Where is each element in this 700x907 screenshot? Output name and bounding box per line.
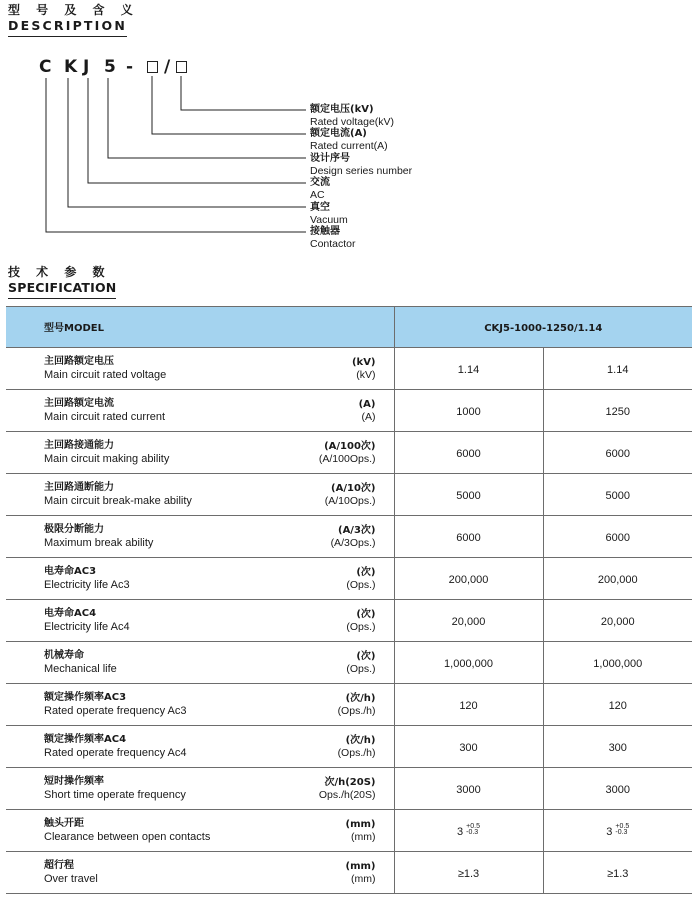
specification-title-en: SPECIFICATION (8, 280, 117, 295)
param-unit-en: (A/3Ops.) (330, 536, 376, 549)
param-name-cell (6, 474, 286, 516)
leader-line-vacuum (68, 78, 306, 207)
param-unit-en: (mm) (351, 872, 376, 885)
param-name-en: Mechanical life (44, 663, 117, 675)
label-contactor-cn: 接触器 (310, 226, 340, 237)
param-unit-en: (Ops./h) (337, 704, 376, 717)
specification-section-title (8, 266, 116, 299)
param-unit-en: (Ops.) (346, 578, 376, 591)
value-1250a-cell (543, 684, 692, 726)
leader-line-current (152, 76, 306, 134)
label-ac-en: AC (310, 189, 325, 201)
param-unit-en: (Ops.) (346, 662, 376, 675)
param-name-cn: 主回路接通能力 (44, 440, 114, 451)
value-1000a-cell (394, 558, 543, 600)
param-name-cell (6, 810, 286, 852)
param-name-en: Electricity life Ac3 (44, 579, 130, 591)
value-1250a: 1,000,000 (593, 657, 643, 670)
param-unit-en: (A) (361, 410, 376, 423)
table-row (6, 768, 692, 810)
leader-line-design (108, 78, 306, 158)
label-design-series-cn: 设计序号 (310, 153, 350, 164)
value-1250a-cell (543, 474, 692, 516)
param-name-cell (6, 558, 286, 600)
param-name-cn: 额定操作频率AC4 (44, 734, 127, 745)
table-row (6, 810, 692, 852)
description-title-en: DESCRIPTION (8, 18, 127, 33)
label-rated-voltage-en: Rated voltage(kV) (310, 116, 395, 128)
param-unit-cn: (次) (356, 608, 376, 620)
value-1250a: 6000 (605, 447, 630, 460)
param-unit-cell (286, 642, 394, 684)
value-1000a-tolerance (466, 824, 480, 836)
param-name-cell (6, 726, 286, 768)
param-name-cell (6, 684, 286, 726)
value-1000a-tol-lower: -0.3 (466, 829, 479, 837)
value-1000a: 1.14 (457, 363, 480, 376)
value-1000a: 5000 (456, 489, 481, 502)
param-name-cn: 超行程 (44, 860, 74, 871)
param-name-cell (6, 852, 286, 894)
value-1250a: 120 (608, 699, 627, 712)
value-1250a-cell (543, 726, 692, 768)
param-unit-cell (286, 390, 394, 432)
value-1000a: 6000 (456, 447, 481, 460)
param-name-cell (6, 432, 286, 474)
table-header-row (6, 307, 692, 348)
value-1000a-cell (394, 474, 543, 516)
value-1250a-cell (543, 600, 692, 642)
param-name-en: Clearance between open contacts (44, 831, 211, 843)
param-unit-cn: (A/3次) (338, 524, 376, 536)
param-name-cell (6, 390, 286, 432)
leader-line-ac (88, 78, 306, 183)
value-1000a-cell (394, 768, 543, 810)
param-unit-cn: 次/h(20S) (324, 776, 376, 788)
table-row (6, 642, 692, 684)
param-name-cn: 电寿命AC4 (44, 608, 97, 619)
value-1250a-cell (543, 390, 692, 432)
value-1000a-cell (394, 348, 543, 390)
param-name-cn: 触头开距 (44, 818, 84, 829)
param-name-en: Main circuit rated voltage (44, 369, 167, 381)
param-unit-cn: (次/h) (345, 692, 376, 704)
param-unit-cell (286, 558, 394, 600)
param-unit-cell (286, 600, 394, 642)
param-unit-cn: (A) (358, 398, 376, 410)
value-1000a: 3000 (456, 783, 481, 796)
value-1250a: 300 (608, 741, 627, 754)
value-1250a: ≥1.3 (607, 867, 629, 880)
value-1000a-cell (394, 642, 543, 684)
param-unit-en: (Ops.) (346, 620, 376, 633)
label-rated-current-en: Rated current(A) (310, 140, 388, 152)
label-design-series-en: Design series number (310, 165, 413, 177)
header-model-value: CKJ5-1000-1250/1.14 (484, 323, 603, 334)
header-model-cell (6, 307, 394, 348)
label-rated-current-cn: 额定电流(A) (310, 128, 367, 139)
param-unit-cn: (次) (356, 566, 376, 578)
value-1250a-cell (543, 768, 692, 810)
table-row (6, 474, 692, 516)
value-1000a-cell (394, 810, 543, 852)
table-row (6, 432, 692, 474)
param-unit-cn: (A/100次) (324, 440, 376, 452)
header-model-en: MODEL (64, 323, 104, 334)
leader-line-voltage (181, 76, 306, 110)
param-name-cn: 主回路额定电压 (44, 356, 114, 367)
param-unit-cn: (次/h) (345, 734, 376, 746)
param-name-en: Main circuit break-make ability (44, 495, 192, 507)
label-contactor-en: Contactor (310, 238, 356, 250)
label-vacuum-cn: 真空 (310, 202, 330, 213)
value-1250a-cell (543, 642, 692, 684)
table-row (6, 348, 692, 390)
model-code-char-c: C (39, 57, 52, 77)
value-1000a: 120 (459, 699, 478, 712)
param-name-en: Short time operate frequency (44, 789, 186, 801)
model-code-char-5: 5 (104, 57, 116, 77)
param-name-en: Electricity life Ac4 (44, 621, 130, 633)
param-name-en: Rated operate frequency Ac4 (44, 747, 187, 759)
value-1000a-cell (394, 852, 543, 894)
param-unit-cell (286, 810, 394, 852)
table-row (6, 684, 692, 726)
value-1250a-cell (543, 516, 692, 558)
value-1250a-cell (543, 348, 692, 390)
header-model-cn: 型号 (44, 323, 64, 334)
header-model-value-cell (394, 307, 692, 348)
value-1250a-tolerance (615, 824, 629, 836)
value-1250a-cell (543, 810, 692, 852)
param-unit-cell (286, 474, 394, 516)
table-row (6, 390, 692, 432)
value-1000a-cell (394, 390, 543, 432)
param-unit-cell (286, 684, 394, 726)
param-name-cn: 主回路额定电流 (44, 398, 114, 409)
value-1250a: 5000 (605, 489, 630, 502)
table-row (6, 726, 692, 768)
value-1250a-cell (543, 558, 692, 600)
value-1250a: 3 (606, 825, 613, 838)
param-unit-cell (286, 852, 394, 894)
param-unit-cell (286, 432, 394, 474)
param-unit-cn: (次) (356, 650, 376, 662)
value-1000a-cell (394, 684, 543, 726)
specification-title-cn: 技 术 参 数 (8, 265, 111, 279)
param-name-en: Over travel (44, 873, 98, 885)
value-1000a-cell (394, 432, 543, 474)
value-1000a: 3 (457, 825, 464, 838)
value-1000a: 20,000 (451, 615, 486, 628)
model-code-slash: / (164, 57, 171, 77)
label-vacuum-en: Vacuum (310, 214, 348, 226)
param-unit-en: (A/100Ops.) (318, 452, 376, 465)
param-name-cn: 额定操作频率AC3 (44, 692, 127, 703)
value-1000a: 200,000 (448, 573, 489, 586)
value-1250a-cell (543, 852, 692, 894)
param-name-cell (6, 600, 286, 642)
param-name-cell (6, 348, 286, 390)
label-rated-voltage-cn: 额定电压(kV) (310, 104, 374, 115)
param-unit-en: (kV) (356, 368, 376, 381)
value-1000a-cell (394, 516, 543, 558)
param-unit-en: (A/10Ops.) (324, 494, 376, 507)
param-name-en: Main circuit rated current (44, 411, 166, 423)
value-1000a-cell (394, 726, 543, 768)
value-1000a: 1000 (456, 405, 481, 418)
value-1250a: 1250 (605, 405, 630, 418)
table-row (6, 516, 692, 558)
table-row (6, 600, 692, 642)
value-1250a-cell (543, 432, 692, 474)
value-1000a-cell (394, 600, 543, 642)
value-1000a-tol-upper: +0.5 (466, 823, 480, 831)
value-1250a: 3000 (605, 783, 630, 796)
param-unit-cell (286, 768, 394, 810)
label-ac-cn: 交流 (310, 177, 330, 188)
leader-line-contactor (46, 78, 306, 232)
value-1250a: 200,000 (597, 573, 638, 586)
value-1000a: 300 (459, 741, 478, 754)
param-unit-cn: (mm) (345, 860, 376, 872)
description-title-cn: 型 号 及 含 义 (8, 3, 139, 17)
model-code-dash: - (126, 57, 134, 77)
param-unit-cn: (kV) (351, 356, 376, 368)
param-name-cell (6, 768, 286, 810)
model-code-char-j: J (83, 57, 90, 77)
value-1250a: 20,000 (600, 615, 635, 628)
table-row (6, 852, 692, 894)
param-unit-cn: (A/10次) (331, 482, 376, 494)
param-name-en: Rated operate frequency Ac3 (44, 705, 187, 717)
param-name-en: Maximum break ability (44, 537, 154, 549)
param-unit-en: (mm) (351, 830, 376, 843)
value-1000a: 1,000,000 (444, 657, 493, 670)
param-unit-cell (286, 726, 394, 768)
model-code-char-k: K (64, 57, 78, 77)
param-name-cell (6, 642, 286, 684)
param-unit-en: (Ops./h) (337, 746, 376, 759)
value-1250a-tol-lower: -0.3 (615, 829, 628, 837)
param-name-cell (6, 516, 286, 558)
param-name-en: Main circuit making ability (44, 453, 170, 465)
value-1000a: 6000 (456, 531, 481, 544)
value-1250a-tol-upper: +0.5 (615, 823, 630, 831)
value-1000a: ≥1.3 (457, 867, 480, 880)
value-1250a: 1.14 (607, 363, 629, 376)
param-name-cn: 短时操作频率 (44, 776, 104, 787)
param-name-cn: 机械寿命 (44, 650, 84, 661)
specification-table (6, 306, 692, 894)
param-unit-en: Ops./h(20S) (318, 788, 376, 801)
param-unit-cell (286, 348, 394, 390)
param-name-cn: 电寿命AC3 (44, 566, 97, 577)
param-name-cn: 极限分断能力 (44, 524, 104, 535)
param-unit-cn: (mm) (345, 818, 376, 830)
table-row (6, 558, 692, 600)
param-unit-cell (286, 516, 394, 558)
param-name-cn: 主回路通断能力 (44, 482, 114, 493)
value-1250a: 6000 (605, 531, 630, 544)
